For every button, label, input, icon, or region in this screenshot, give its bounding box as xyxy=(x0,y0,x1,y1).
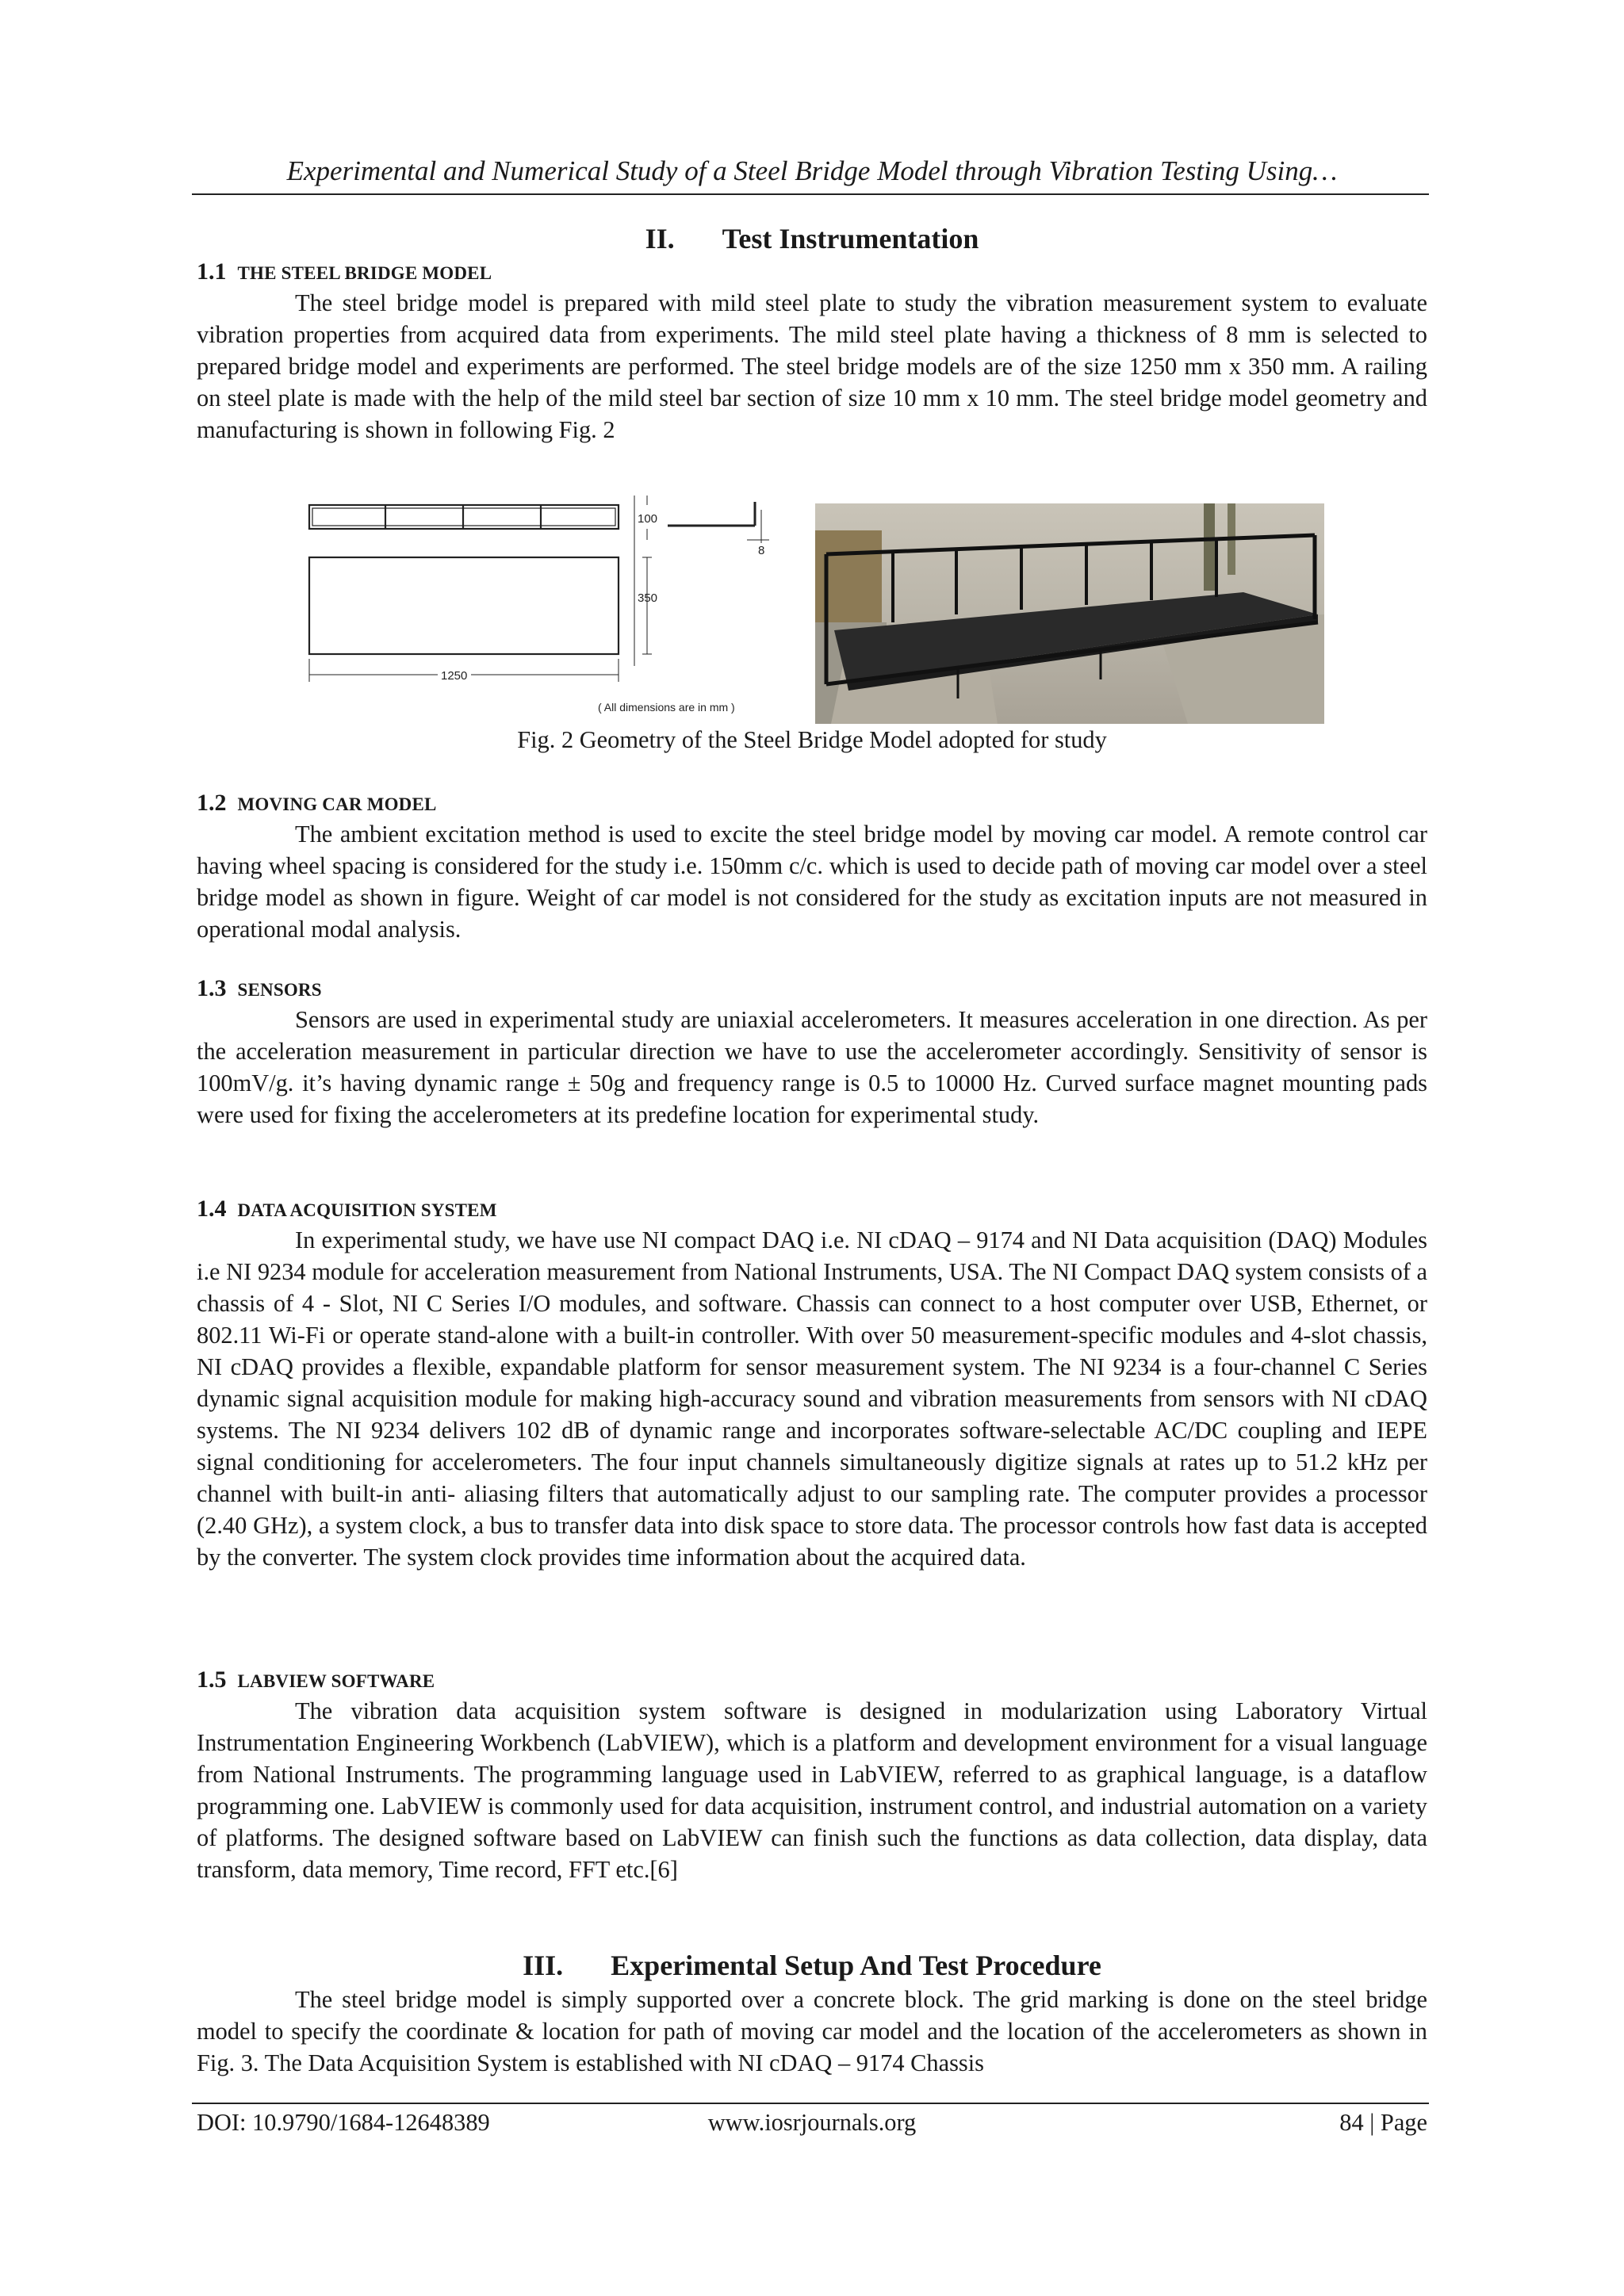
subsection-title: SENSORS xyxy=(237,980,322,1000)
subsection-number: 1.3 xyxy=(197,975,227,1001)
subsection-heading xyxy=(197,1667,435,1693)
subsection-heading xyxy=(197,790,437,817)
paragraph-text: Sensors are used in experimental study are uniaxial accelerometers. It measures acceleration in one direction. As per the acceleration measurement in particular direction we have to use the accelerometer accordingly. Sensitivity of sensor is 100mV/g. it’s having dynamic range ± 50g and frequency range is 0.5 to 10000 Hz. Curved surface magnet mounting pads were used for fixing the accelerometers at its predefine location for experimental study. xyxy=(197,1006,1427,1128)
subsection-heading xyxy=(197,975,322,1002)
section-heading xyxy=(197,222,1427,255)
dim-100-label: 100 xyxy=(638,512,658,526)
subsection-heading xyxy=(197,1196,497,1223)
bridge-drawing xyxy=(301,496,793,725)
footer-rule xyxy=(192,2103,1429,2104)
subsection-number: 1.1 xyxy=(197,258,227,285)
paragraph-text: The ambient excitation method is used to excite the steel bridge model by moving car model. A remote control car having wheel spacing is considered for the study i.e. 150mm c/c. which is used to decide path of moving car model over a steel bridge model as shown in figure. Weight of car model is not considered for the study as excitation inputs are not measured in operational modal analysis. xyxy=(197,821,1427,943)
subsection-heading xyxy=(197,258,492,285)
subsection-title: MOVING CAR MODEL xyxy=(237,794,437,814)
figure-caption: Fig. 2 Geometry of the Steel Bridge Model adopted for study xyxy=(517,726,1107,753)
subsection-number: 1.5 xyxy=(197,1667,227,1693)
dim-350-label: 350 xyxy=(638,591,658,605)
paragraph xyxy=(197,1224,1427,1573)
footer-doi: DOI: 10.9790/1684-12648389 xyxy=(197,2109,490,2136)
paragraph-text: In experimental study, we have use NI compact DAQ i.e. NI cDAQ – 9174 and NI Data acquisition (DAQ) Modules i.e NI 9234 module for acceleration measurement from National Instruments, USA. The NI Compact DAQ system consists of a chassis of 4 - Slot, NI C Series I/O modules, and software. Chassis can connect to a host computer over USB, Ethernet, or 802.11 Wi-Fi or operate stand-alone with a built-in controller. With over 50 measurement-specific modules and 4-slot chassis, NI cDAQ provides a flexible, expandable platform for sensor measurement system. The NI 9234 is a four-channel C Series dynamic signal acquisition module for making high-accuracy sound and vibration measurements from sensors with NI cDAQ systems. The NI 9234 delivers 102 dB of dynamic range and incorporates software-selectable AC/DC coupling and IEPE signal conditioning for accelerometers. The four input channels simultaneously digitize signals at rates up to 51.2 kHz per channel with built-in anti- aliasing filters that automatically adjust to our sampling rate. The computer provides a processor (2.40 GHz), a system clock, a bus to transfer data into disk space to store data. The processor controls how fast data is accepted by the converter. The system clock provides time information about the acquired data. xyxy=(197,1226,1427,1571)
dimensions-note: ( All dimensions are in mm ) xyxy=(598,701,735,714)
dim-8-label: 8 xyxy=(758,544,765,557)
section-heading xyxy=(197,1949,1427,1982)
paragraph-text: The steel bridge model is simply supported over a concrete block. The grid marking is done on the steel bridge model to specify the coordinate & location for path of moving car model and the location of the accelerometers as shown in Fig. 3. The Data Acquisition System is established with NI cDAQ – 9174 Chassis xyxy=(197,1986,1427,2076)
header-rule xyxy=(192,193,1429,195)
paragraph-text: The steel bridge model is prepared with mild steel plate to study the vibration measurement system to evaluate vibration properties from acquired data from experiments. The mild steel plate having a thickness of 8 mm is selected to prepared bridge model and experiments are performed. The steel bridge models are of the size 1250 mm x 350 mm. A railing on steel plate is made with the help of the mild steel bar section of size 10 mm x 10 mm. The steel bridge model geometry and manufacturing is shown in following Fig. 2 xyxy=(197,289,1427,443)
paragraph xyxy=(197,287,1427,446)
paragraph-text: The vibration data acquisition system software is designed in modularization using Laboratory Virtual Instrumentation Engineering Workbench (LabVIEW), which is a platform and development environment for a visual language from National Instruments. The programming language used in LabVIEW, referred to as graphical language, is a dataflow programming one. LabVIEW is commonly used for data acquisition, instrument control, and industrial automation on a variety of platforms. The designed software based on LabVIEW can finish such the functions as data collection, data display, data transform, data memory, Time record, FFT etc.[6] xyxy=(197,1697,1427,1883)
section-title: Experimental Setup And Test Procedure xyxy=(611,1950,1101,1981)
paragraph xyxy=(197,1984,1427,2079)
section-number: II. xyxy=(645,223,675,254)
bridge-photo xyxy=(815,503,1324,724)
section-number: III. xyxy=(523,1950,564,1981)
figure-2 xyxy=(301,496,1324,725)
subsection-number: 1.2 xyxy=(197,790,227,816)
paragraph xyxy=(197,818,1427,945)
footer-website: www.iosrjournals.org xyxy=(707,2109,917,2136)
subsection-title: THE STEEL BRIDGE MODEL xyxy=(237,263,492,283)
paragraph xyxy=(197,1695,1427,1885)
running-header: Experimental and Numerical Study of a Steel Bridge Model through Vibration Testing Using… xyxy=(286,155,1338,186)
dim-1250-label: 1250 xyxy=(441,669,468,683)
section-title: Test Instrumentation xyxy=(722,223,979,254)
subsection-title: DATA ACQUISITION SYSTEM xyxy=(237,1200,497,1220)
footer-page-number: 84 | Page xyxy=(1339,2109,1427,2136)
subsection-title: LABVIEW SOFTWARE xyxy=(237,1671,435,1691)
subsection-number: 1.4 xyxy=(197,1196,227,1222)
paragraph xyxy=(197,1004,1427,1131)
